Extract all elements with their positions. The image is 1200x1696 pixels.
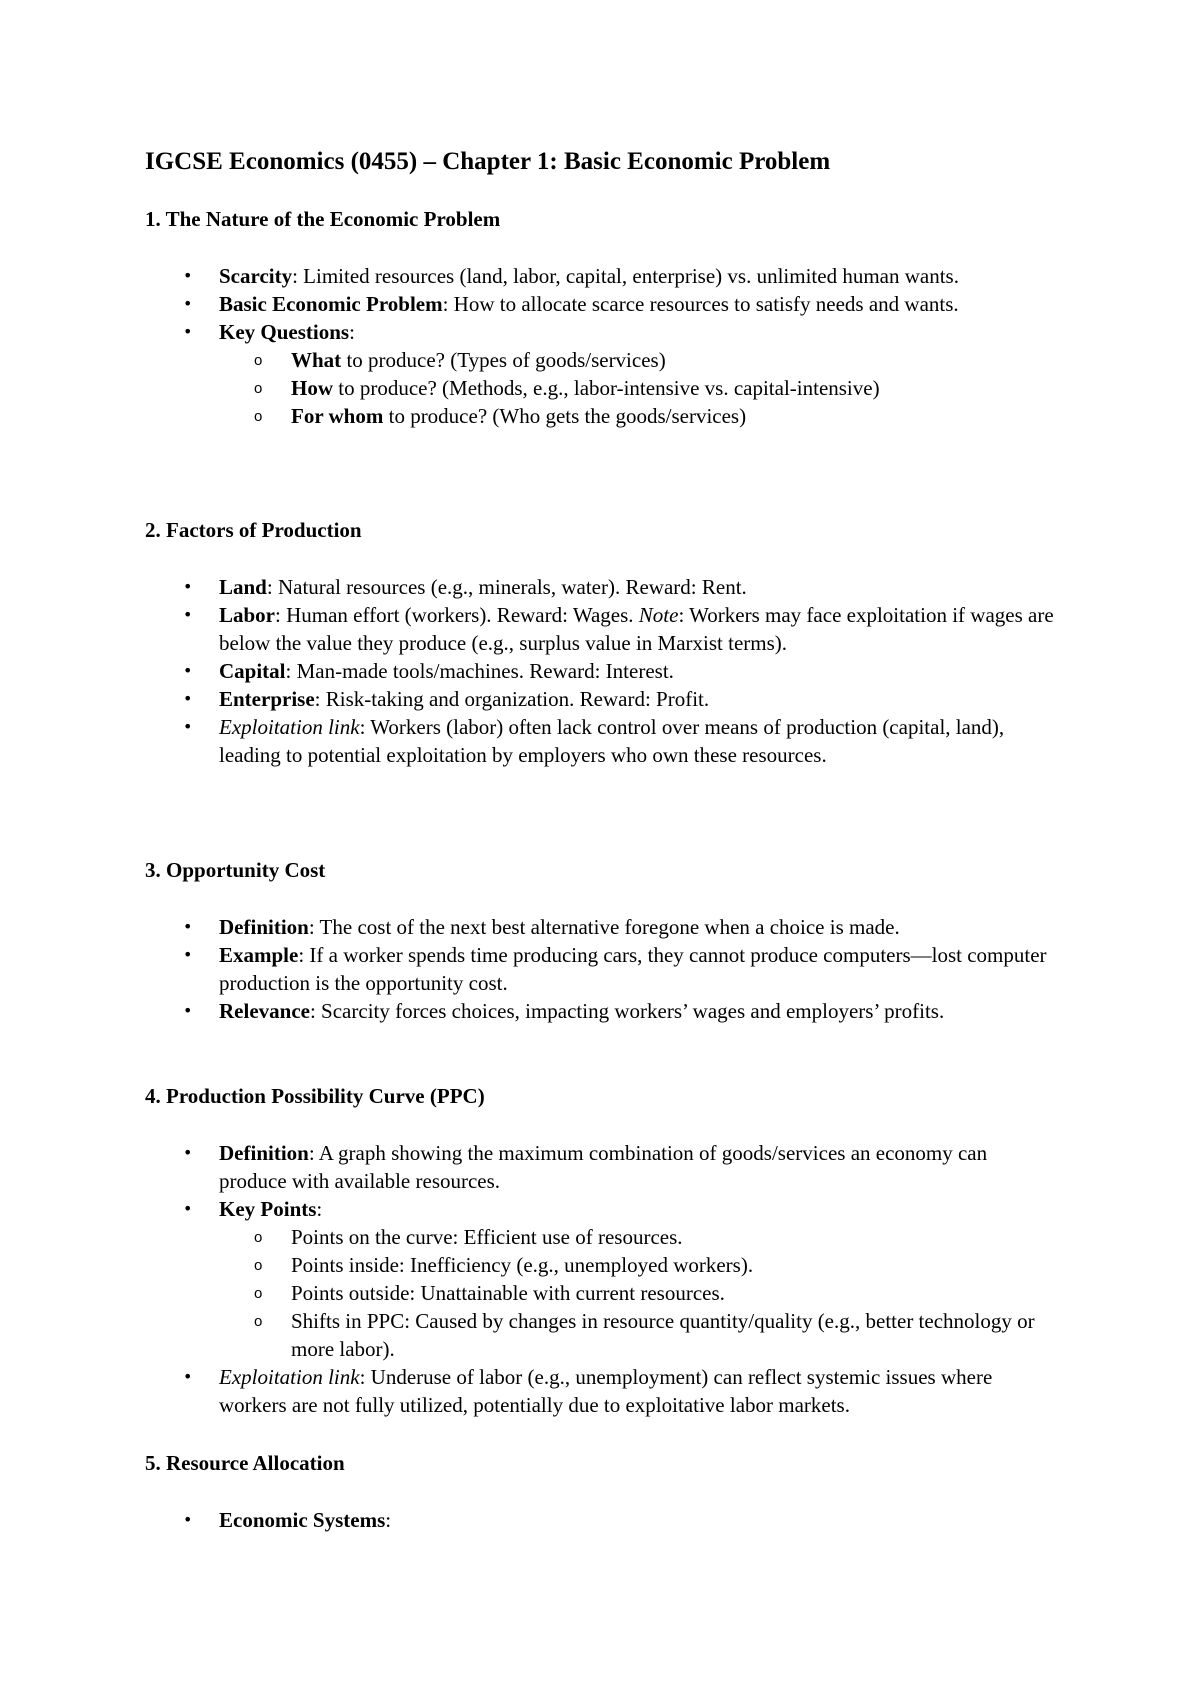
bullet-list <box>0 573 1200 769</box>
sub-list-item <box>219 1279 1059 1307</box>
section-heading: 5. Resource Allocation <box>145 1451 345 1475</box>
section-heading: 2. Factors of Production <box>145 518 362 542</box>
sub-list-item <box>219 346 1059 374</box>
bullet-list <box>0 262 1200 430</box>
item-text: to produce? (Who gets the goods/services) <box>383 404 747 428</box>
item-text: : If a worker spends time producing cars, they cannot produce computers—lost computer production is the opportunity cost. <box>219 943 1047 995</box>
list-item <box>0 685 1059 713</box>
bullet-list <box>0 1506 1200 1534</box>
sub-list-item <box>219 402 1059 430</box>
item-text: : <box>316 1197 323 1221</box>
item-text: : The cost of the next best alternative foregone when a choice is made. <box>308 915 900 939</box>
list-item <box>0 713 1059 769</box>
list-item <box>0 290 1059 318</box>
item-text: Points on the curve: Efficient use of resources. <box>291 1225 683 1249</box>
term: Land <box>219 575 267 599</box>
section-heading: 4. Production Possibility Curve (PPC) <box>145 1084 485 1108</box>
italic-term: Exploitation link <box>219 1365 360 1389</box>
term: Enterprise <box>219 687 315 711</box>
item-text: Points outside: Unattainable with current resources. <box>291 1281 725 1305</box>
sub-list-item <box>219 1307 1059 1363</box>
term: Definition <box>219 915 309 939</box>
term: Relevance <box>219 999 310 1023</box>
term: Definition <box>219 1141 309 1165</box>
list-item <box>0 657 1059 685</box>
item-text: to produce? (Types of goods/services) <box>341 348 666 372</box>
term: Labor <box>219 603 276 627</box>
sub-list <box>219 1223 1059 1363</box>
term: Key Points <box>219 1197 317 1221</box>
sub-list-item <box>219 1251 1059 1279</box>
term: Economic Systems <box>219 1508 386 1532</box>
list-item <box>0 1506 1059 1534</box>
list-item <box>0 913 1059 941</box>
page-title: IGCSE Economics (0455) – Chapter 1: Basic Economic Problem <box>145 148 831 175</box>
item-text: : <box>385 1508 392 1532</box>
term: Basic Economic Problem <box>219 292 443 316</box>
list-item <box>0 1363 1059 1419</box>
note-term: Note <box>638 603 679 627</box>
list-item <box>0 262 1059 290</box>
list-item <box>0 941 1059 997</box>
italic-term: Exploitation link <box>219 715 360 739</box>
list-item <box>0 601 1059 657</box>
item-text: : How to allocate scarce resources to satisfy needs and wants. <box>442 292 959 316</box>
term: Example <box>219 943 299 967</box>
item-text: : Natural resources (e.g., minerals, water). Reward: Rent. <box>266 575 747 599</box>
item-text: : Man-made tools/machines. Reward: Interest. <box>285 659 674 683</box>
sub-list <box>219 346 1059 430</box>
note-text: : Workers may face exploitation if wages are below the value they produce (e.g., surplus value in Marxist terms). <box>219 603 1054 655</box>
term: How <box>291 376 333 400</box>
bullet-list <box>0 1139 1200 1419</box>
section-heading: 1. The Nature of the Economic Problem <box>145 207 501 231</box>
list-item <box>0 997 1059 1025</box>
section-heading: 3. Opportunity Cost <box>145 858 326 882</box>
item-text: Points inside: Inefficiency (e.g., unemployed workers). <box>291 1253 754 1277</box>
item-text: : Underuse of labor (e.g., unemployment) can reflect systemic issues where workers are not fully utilized, potentially due to exploitative labor markets. <box>219 1365 993 1417</box>
list-item <box>0 573 1059 601</box>
sub-list-item <box>219 1223 1059 1251</box>
term: Scarcity <box>219 264 293 288</box>
term: Key Questions <box>219 320 350 344</box>
list-item <box>0 1195 1059 1363</box>
term: What <box>291 348 342 372</box>
item-text: Shifts in PPC: Caused by changes in resource quantity/quality (e.g., better technology or more labor). <box>291 1309 1035 1361</box>
bullet-list <box>0 913 1200 1025</box>
term: Capital <box>219 659 286 683</box>
item-text: : A graph showing the maximum combination of goods/services an economy can produce with available resources. <box>219 1141 988 1193</box>
item-text: : Scarcity forces choices, impacting workers’ wages and employers’ profits. <box>309 999 945 1023</box>
sub-list-item <box>219 374 1059 402</box>
item-text: : <box>349 320 355 344</box>
term: For whom <box>291 404 384 428</box>
list-item <box>0 318 1059 430</box>
item-text: : Workers (labor) often lack control over means of production (capital, land), leading to potential exploitation by employers who own these resources. <box>219 715 1005 767</box>
item-text: : Limited resources (land, labor, capital, enterprise) vs. unlimited human wants. <box>292 264 959 288</box>
item-text: to produce? (Methods, e.g., labor-intensive vs. capital-intensive) <box>333 376 880 400</box>
item-text: : Human effort (workers). Reward: Wages. <box>275 603 639 627</box>
item-text: : Risk-taking and organization. Reward: Profit. <box>314 687 710 711</box>
list-item <box>0 1139 1059 1195</box>
